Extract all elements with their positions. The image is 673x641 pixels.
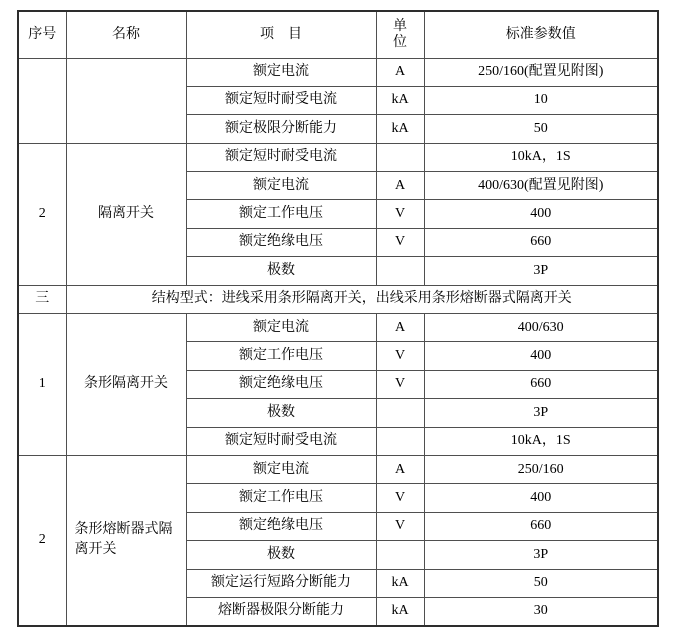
- header-unit-line2: 位: [393, 34, 407, 50]
- cell-value: 10kA，1S: [424, 427, 658, 455]
- header-unit: [376, 11, 424, 58]
- cell-value: 660: [424, 512, 658, 540]
- cell-unit: V: [376, 228, 424, 256]
- cell-item: 额定绝缘电压: [186, 370, 376, 398]
- cell-item: 额定工作电压: [186, 484, 376, 512]
- cell-value: 50: [424, 115, 658, 143]
- cell-item: 极数: [186, 257, 376, 285]
- cell-unit: [376, 257, 424, 285]
- cell-name-section-d: 条形熔断器式隔离开关: [66, 455, 186, 625]
- cell-name-section-b: 隔离开关: [66, 143, 186, 285]
- cell-unit: A: [376, 314, 424, 342]
- header-item: 项 目: [186, 11, 376, 58]
- table-row: [18, 455, 658, 483]
- cell-item: 额定电流: [186, 172, 376, 200]
- cell-item: 额定极限分断能力: [186, 115, 376, 143]
- cell-item: 额定绝缘电压: [186, 512, 376, 540]
- cell-value: 50: [424, 569, 658, 597]
- header-row: [18, 11, 658, 58]
- cell-item: 额定绝缘电压: [186, 228, 376, 256]
- cell-value: 400/630: [424, 314, 658, 342]
- header-value: 标准参数值: [424, 11, 658, 58]
- cell-name-section-a: [66, 58, 186, 143]
- cell-unit: V: [376, 512, 424, 540]
- cell-item: 额定短时耐受电流: [186, 86, 376, 114]
- cell-serial-section-a: [18, 58, 66, 143]
- cell-item: 额定工作电压: [186, 200, 376, 228]
- cell-unit: V: [376, 200, 424, 228]
- cell-unit: kA: [376, 115, 424, 143]
- cell-value: 660: [424, 228, 658, 256]
- cell-unit: V: [376, 370, 424, 398]
- header-serial: 序号: [18, 11, 66, 58]
- cell-item: 额定电流: [186, 314, 376, 342]
- cell-unit: [376, 143, 424, 171]
- cell-value: 250/160(配置见附图): [424, 58, 658, 86]
- cell-unit: A: [376, 172, 424, 200]
- cell-unit: [376, 427, 424, 455]
- cell-item: 额定电流: [186, 58, 376, 86]
- cell-value: 10kA，1S: [424, 143, 658, 171]
- cell-item: 极数: [186, 399, 376, 427]
- cell-name-section-c: 条形隔离开关: [66, 314, 186, 456]
- cell-unit: A: [376, 58, 424, 86]
- cell-item: 极数: [186, 541, 376, 569]
- table-row: [18, 314, 658, 342]
- cell-value: 400: [424, 484, 658, 512]
- cell-item: 额定短时耐受电流: [186, 427, 376, 455]
- cell-unit: kA: [376, 86, 424, 114]
- cell-item: 额定运行短路分断能力: [186, 569, 376, 597]
- cell-value: 400: [424, 200, 658, 228]
- cell-value: 400/630(配置见附图): [424, 172, 658, 200]
- cell-serial-divider: 三: [18, 285, 66, 313]
- cell-value: 400: [424, 342, 658, 370]
- cell-value: 3P: [424, 541, 658, 569]
- cell-serial-section-d: 2: [18, 455, 66, 625]
- cell-value: 660: [424, 370, 658, 398]
- cell-divider-text: 结构型式：进线采用条形隔离开关，出线采用条形熔断器式隔离开关: [66, 285, 658, 313]
- cell-value: 10: [424, 86, 658, 114]
- cell-unit: kA: [376, 569, 424, 597]
- cell-item: 额定电流: [186, 455, 376, 483]
- cell-unit: [376, 541, 424, 569]
- cell-unit: kA: [376, 597, 424, 625]
- header-unit-line1: 单: [393, 18, 407, 34]
- cell-unit: V: [376, 484, 424, 512]
- cell-item: 额定短时耐受电流: [186, 143, 376, 171]
- table-row: [18, 58, 658, 86]
- section-divider-row: [18, 285, 658, 313]
- cell-value: 3P: [424, 399, 658, 427]
- cell-item: 熔断器极限分断能力: [186, 597, 376, 625]
- cell-value: 3P: [424, 257, 658, 285]
- header-name: 名称: [66, 11, 186, 58]
- cell-item: 额定工作电压: [186, 342, 376, 370]
- table-row: [18, 143, 658, 171]
- cell-serial-section-c: 1: [18, 314, 66, 456]
- spec-table: [17, 10, 659, 627]
- cell-value: 30: [424, 597, 658, 625]
- cell-unit: [376, 399, 424, 427]
- cell-serial-section-b: 2: [18, 143, 66, 285]
- cell-unit: A: [376, 455, 424, 483]
- cell-unit: V: [376, 342, 424, 370]
- cell-value: 250/160: [424, 455, 658, 483]
